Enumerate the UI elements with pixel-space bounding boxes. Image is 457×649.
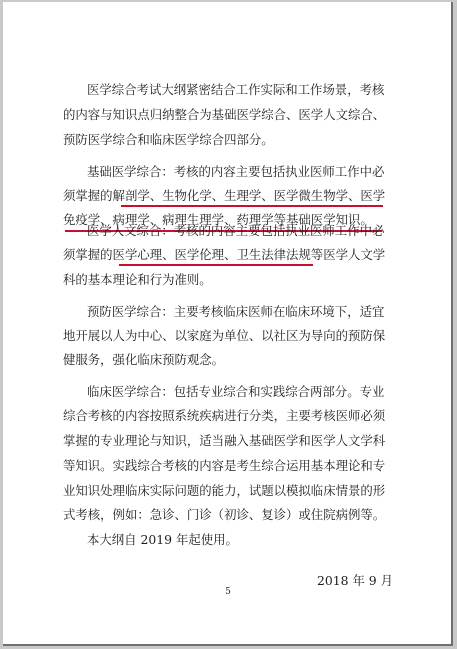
- intro-line-2: 的内容与知识点归纳整合为基础医学综合、医学人文综合、: [63, 107, 386, 122]
- prevention-line-3: 健服务，强化临床预防观念。: [63, 352, 225, 367]
- clinical-line-5: 业知识处理临床实际问题的能力，试题以模拟临床情景的形: [63, 483, 386, 498]
- basic-medicine-line-2: 须掌握的解剖学、生物化学、生理学、医学微生物学、医学: [63, 188, 386, 203]
- basic-medicine-line-1: 基础医学综合：考核的内容主要包括执业医师工作中必: [87, 164, 385, 179]
- intro-line-3: 预防医学综合和临床医学综合四部分。: [63, 132, 274, 147]
- effective-year-statement: 本大纲自 2019 年起使用。: [87, 532, 238, 547]
- basic-medicine-line-3: 免疫学、病理学、病理生理学、药理学等基础医学知识。: [63, 212, 373, 227]
- red-underline-annotation: [121, 205, 383, 207]
- document-date: 2018 年 9 月: [317, 573, 394, 588]
- prevention-line-2: 地开展以人为中心、以家庭为单位、以社区为导向的预防保: [63, 328, 386, 343]
- intro-line-1: 医学综合考试大纲紧密结合工作实际和工作场景，考核: [87, 82, 385, 97]
- red-underline-annotation: [119, 264, 313, 266]
- clinical-line-1: 临床医学综合：包括专业综合和实践综合两部分。专业: [87, 384, 385, 399]
- document-page: [3, 2, 453, 646]
- clinical-line-4: 等知识。实践综合考核的内容是考生综合运用基本理论和专: [63, 458, 386, 473]
- humanities-line-2: 须掌握的医学心理、医学伦理、卫生法律法规等医学人文学: [63, 247, 386, 262]
- clinical-line-2: 综合考核的内容按照系统疾病进行分类，主要考核医师必须: [63, 408, 386, 423]
- prevention-line-1: 预防医学综合：主要考核临床医师在临床环境下，适宜: [87, 304, 385, 319]
- clinical-line-3: 掌握的专业理论与知识，适当融入基础医学和医学人文学科: [63, 433, 386, 448]
- page-number: 5: [225, 587, 231, 597]
- clinical-line-6: 式考核，例如：急诊、门诊（初诊、复诊）或住院病例等。: [63, 507, 386, 522]
- humanities-line-3: 科的基本理论和行为准则。: [63, 272, 212, 287]
- humanities-line-1: 医学人文综合：考核的内容主要包括执业医师工作中必: [87, 223, 385, 238]
